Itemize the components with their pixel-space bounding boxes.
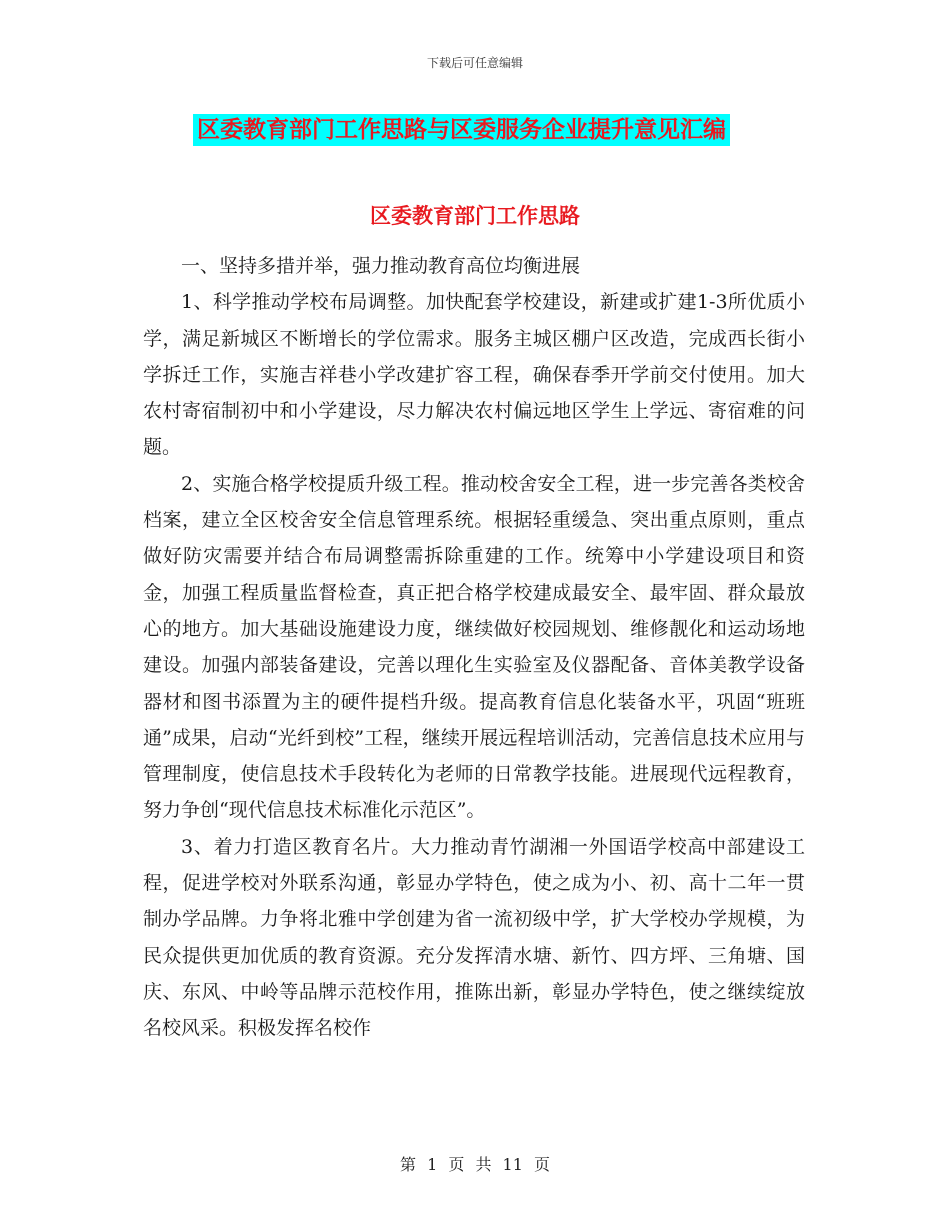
body-paragraph-2: 2、实施合格学校提质升级工程。推动校舍安全工程，进一步完善各类校舍档案，建立全区校舍安全信息管理系统。根据轻重缓急、突出重点原则，重点做好防灾需要并结合布局调整需拆除重建的工作。统筹中小学建设项目和资金，加强工程质量监督检查，真正把合格学校建成最安全、最牢固、群众最放心的地方。加大基础设施建设力度，继续做好校园规划、维修靓化和运动场地建设。加强内部装备建设，完善以理化生实验室及仪器配备、音体美教学设备器材和图书添置为主的硬件提档升级。提高教育信息化装备水平，巩固“班班通”成果，启动“光纤到校”工程，继续开展远程培训活动，完善信息技术应用与管理制度，使信息技术手段转化为老师的日常教学技能。进展现代远程教育，努力争创“现代信息技术标准化示范区”。	[143, 472, 805, 822]
page-number-footer: 第 1 页 共 11 页	[400, 1155, 550, 1174]
body-paragraph-3: 3、着力打造区教育名片。大力推动青竹湖湘一外国语学校高中部建设工程，促进学校对外联系沟通，彰显办学特色，使之成为小、初、高十二年一贯制办学品牌。力争将北雅中学创建为省一流初级中学，扩大学校办学规模，为民众提供更加优质的教育资源。充分发挥清水塘、新竹、四方坪、三角塘、国庆、东风、中岭等品牌示范校作用，推陈出新，彰显办学特色，使之继续绽放名校风采。积极发挥名校作	[143, 835, 805, 1040]
document-body	[143, 248, 805, 1047]
heading-paragraph: 一、坚持多措并举，强力推动教育高位均衡进展	[181, 255, 581, 277]
page-header-note: 下载后可任意编辑	[426, 56, 523, 70]
section-title: 区委教育部门工作思路	[370, 203, 580, 228]
body-paragraph-1: 1、科学推动学校布局调整。加快配套学校建设，新建或扩建1-3所优质小学，满足新城区不断增长的学位需求。服务主城区棚户区改造，完成西长街小学拆迁工作，实施吉祥巷小学改建扩容工程，确保春季开学前交付使用。加大农村寄宿制初中和小学建设，尽力解决农村偏远地区学生上学远、寄宿难的问题。	[143, 291, 805, 459]
document-main-title: 区委教育部门工作思路与区委服务企业提升意见汇编	[193, 114, 730, 146]
